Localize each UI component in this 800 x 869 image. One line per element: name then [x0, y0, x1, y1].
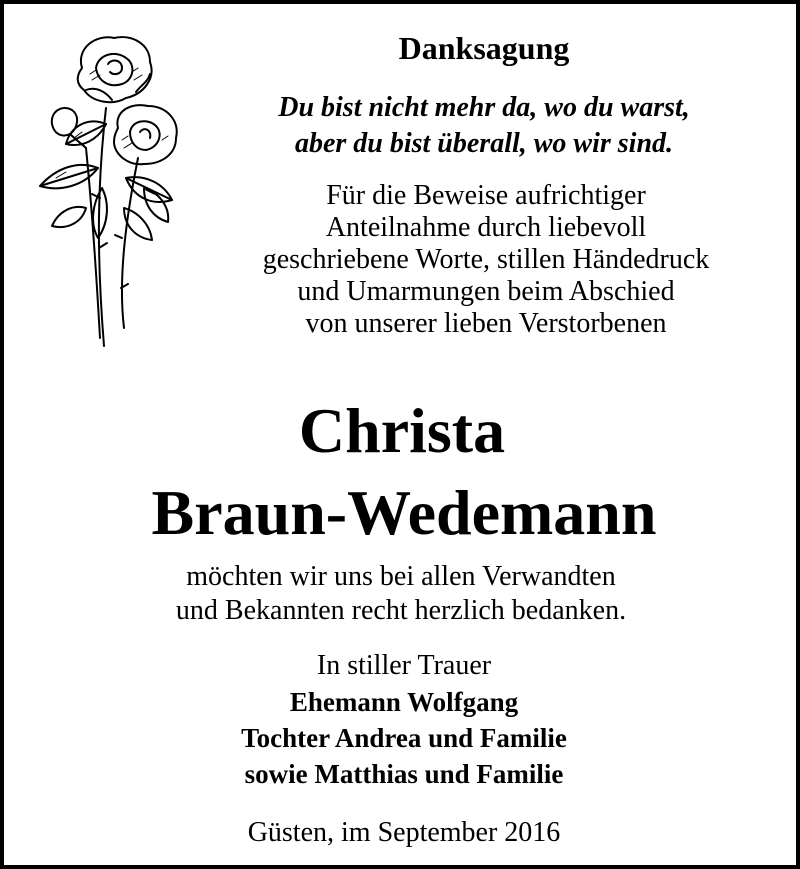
deceased-last-name: Braun-Wedemann: [151, 477, 657, 548]
thanks-line: und Umarmungen beim Abschied: [297, 276, 675, 307]
thanks-line: von unserer lieben Verstorbenen: [305, 308, 667, 339]
thanks-line: Anteilnahme durch liebevoll: [325, 212, 647, 243]
place-date: Güsten, im September 2016: [247, 817, 561, 848]
closing-line: und Bekannten recht herzlich bedanken.: [175, 595, 627, 626]
mourner-line: sowie Matthias und Familie: [244, 759, 564, 789]
mourning-label: In stiller Trauer: [316, 650, 492, 681]
motto-line: aber du bist überall, wo wir sind.: [294, 128, 674, 159]
deceased-name: [4, 390, 800, 554]
thanks-text: [86, 180, 800, 340]
closing-text: [1, 560, 800, 628]
thanks-line: geschriebene Worte, stillen Händedruck: [262, 244, 710, 275]
deceased-first-name: Christa: [298, 395, 506, 466]
mourners-list: [4, 684, 800, 792]
mourner-line: Ehemann Wolfgang: [289, 687, 519, 717]
motto: [84, 90, 800, 162]
notice-title: Danksagung: [398, 30, 570, 66]
closing-line: möchten wir uns bei allen Verwandten: [186, 561, 616, 592]
mourner-line: Tochter Andrea und Familie: [241, 723, 567, 753]
motto-line: Du bist nicht mehr da, wo du warst,: [278, 92, 690, 123]
thanks-line: Für die Beweise aufrichtiger: [326, 180, 646, 211]
